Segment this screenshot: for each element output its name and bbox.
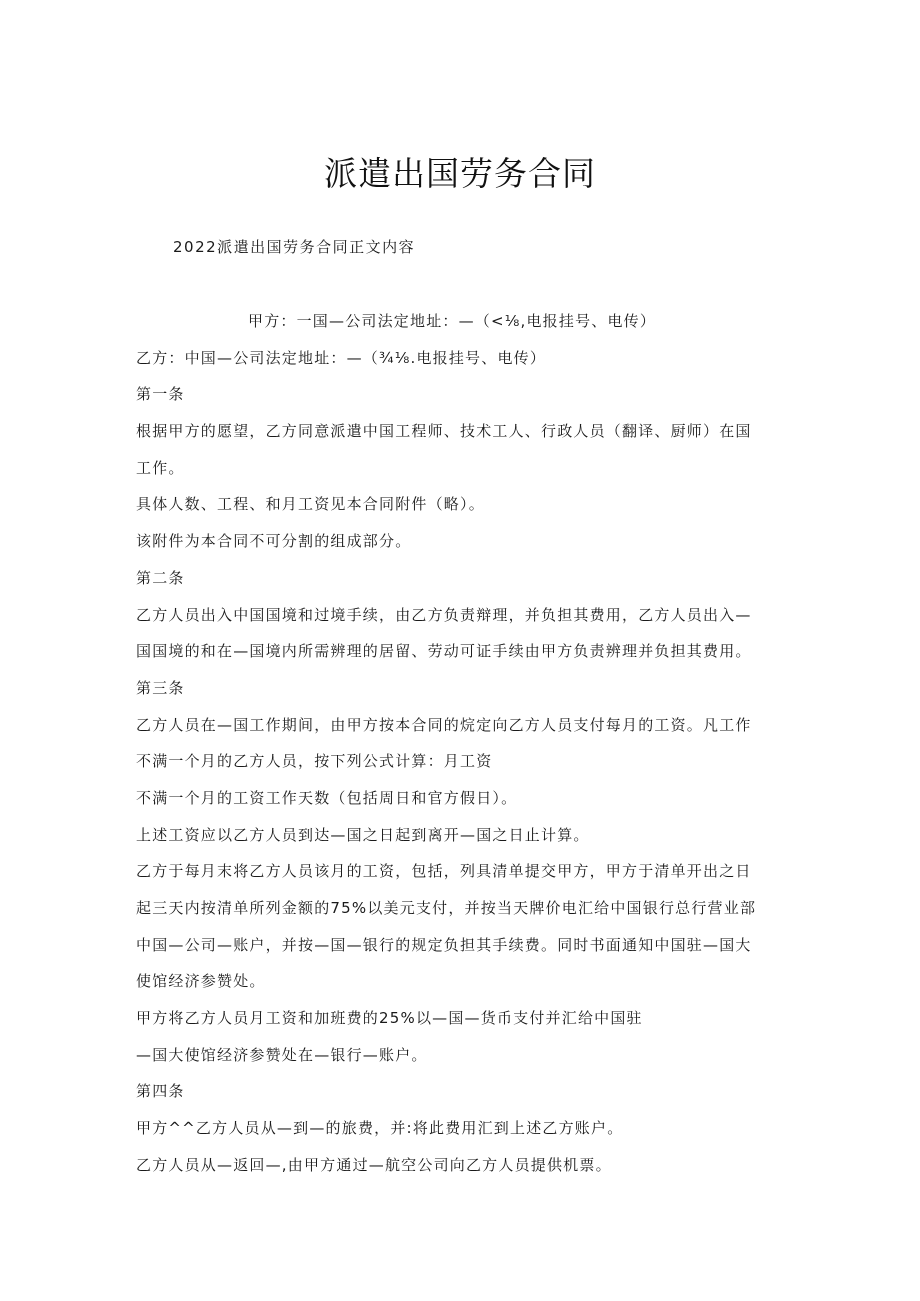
paragraph-line: 该附件为本合同不可分割的组成部分。 [136,532,412,551]
article-heading: 第三条 [136,678,185,697]
party-a-line: 甲方：一国—公司法定地址：—（<⅛,电报挂号、电传） [248,312,657,330]
paragraph-line: —国大使馆经济参赞处在—银行—账户。 [136,1045,428,1064]
document-subtitle: 2022派遣出国劳务合同正文内容 [173,238,416,256]
page-title: 派遣出国劳务合同 [324,154,596,193]
article-heading: 第二条 [136,568,185,587]
paragraph-line: 不满一个月的乙方人员，按下列公式计算：月工资 [136,752,493,771]
paragraph-line: 乙方人员在—国工作期间，由甲方按本合同的烷定向乙方人员支付每月的工资。凡工作 [136,715,752,734]
paragraph-line: 工作。 [136,458,185,477]
paragraph-line: 具体人数、工程、和月工资见本合同附件（略）。 [136,495,485,514]
paragraph-line: 乙方人员从—返回—,由甲方通过—航空公司向乙方人员提供机票。 [136,1155,612,1174]
contract-body [136,303,786,1184]
paragraph-line: 国国境的和在—国境内所需辨理的居留、劳动可证手续由甲方负责辨理并负担其费用。 [136,642,752,661]
paragraph-line: 甲方^^乙方人员从—到—的旅费，并:将此费用汇到上述乙方账户。 [136,1119,624,1138]
paragraph-line: 起三天内按清单所列金额的75%以美元支付，并按当天牌价电汇给中国银行总行营业部 [136,899,757,917]
paragraph-line: 乙方于每月末将乙方人员该月的工资，包括，列具清单提交甲方，甲方于清单开出之日 [136,862,752,881]
paragraph-line: 甲方将乙方人员月工资和加班费的25%以—国—货币支付并汇给中国驻 [136,1009,643,1028]
paragraph-line: 上述工资应以乙方人员到达—国之日起到离开—国之日止计算。 [136,825,590,844]
article-heading: 第四条 [136,1082,185,1101]
paragraph-line: 不满一个月的工资工作天数（包括周日和官方假日）。 [136,788,518,807]
paragraph-line: 中国—公司—账户，并按—国—银行的规定负担其手续费。同时书面通知中国驻—国大 [136,935,752,954]
paragraph-line: 根据甲方的愿望，乙方同意派遣中国工程师、技术工人、行政人员（翻译、厨师）在国 [136,422,752,441]
party-b-line: 乙方：中国—公司法定地址：—（¾⅛.电报挂号、电传） [136,348,547,367]
paragraph-line: 使馆经济参赞处。 [136,972,266,991]
paragraph-line: 乙方人员出入中国国境和过境手续，由乙方负责辩理，并负担其费用，乙方人员出入— [136,605,752,624]
article-heading: 第一条 [136,385,185,404]
